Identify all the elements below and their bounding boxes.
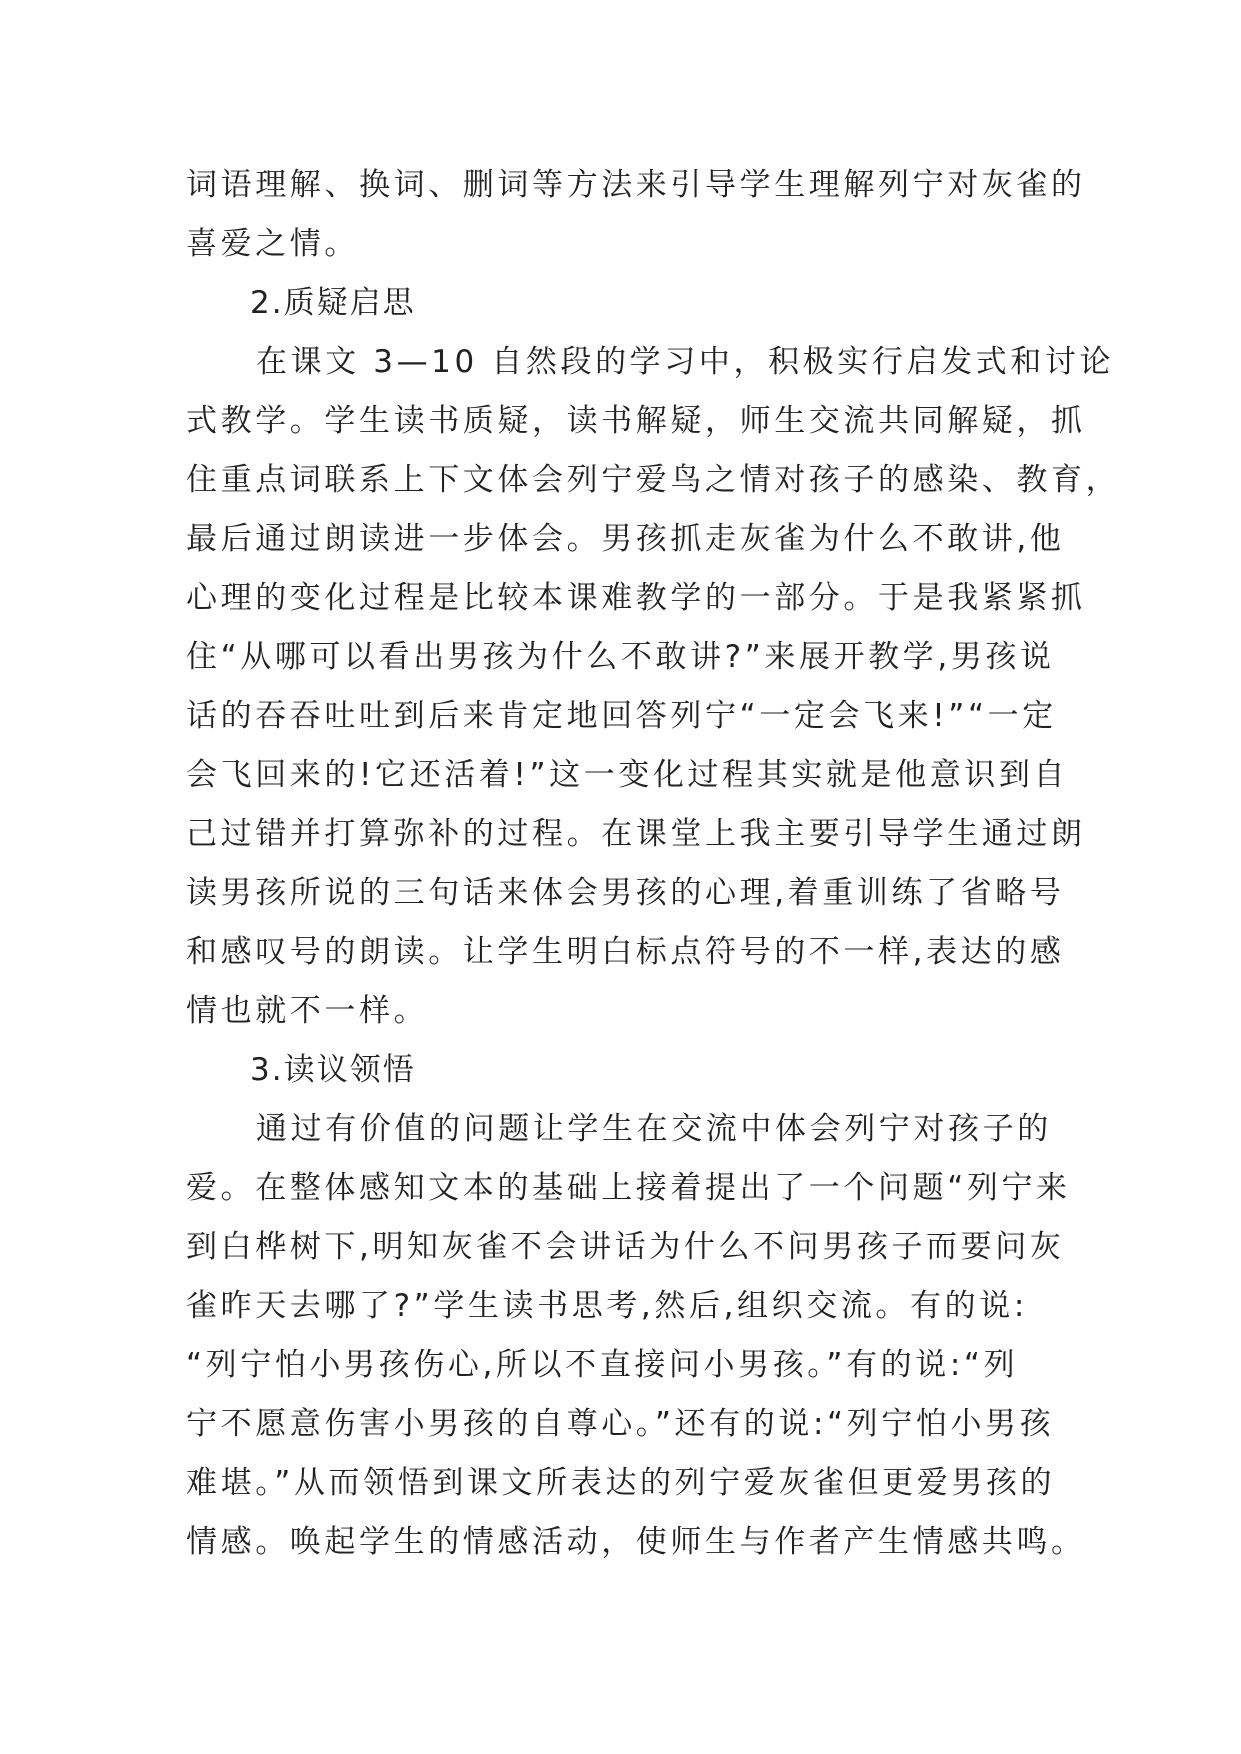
- section-heading: 2.质疑启思: [250, 285, 416, 321]
- text-line: 住“从哪可以看出男孩为什么不敢讲?”来展开教学,男孩说: [186, 639, 1055, 675]
- text-line: 难堪。”从而领悟到课文所表达的列宁爱灰雀但更爱男孩的: [186, 1465, 1056, 1501]
- text-line: “列宁怕小男孩伤心,所以不直接问小男孩。”有的说:“列: [186, 1347, 1019, 1383]
- text-line: 情感。唤起学生的情感活动，使师生与作者产生情感共鸣。: [186, 1524, 1086, 1560]
- text-line: 和感叹号的朗读。让学生明白标点符号的不一样,表达的感: [186, 934, 1065, 970]
- section-heading: 3.读议领悟: [250, 1052, 416, 1088]
- text-line: 词语理解、换词、删词等方法来引导学生理解列宁对灰雀的: [186, 167, 1086, 203]
- text-line: 通过有价值的问题让学生在交流中体会列宁对孩子的: [256, 1111, 1052, 1147]
- text-line: 宁不愿意伤害小男孩的自尊心。”还有的说:“列宁怕小男孩: [186, 1406, 1055, 1442]
- text-line: 爱。在整体感知文本的基础上接着提出了一个问题“列宁来: [186, 1170, 1071, 1206]
- text-line: 话的吞吞吐吐到后来肯定地回答列宁“一定会飞来!”“一定: [186, 698, 1057, 734]
- text-line: 读男孩所说的三句话来体会男孩的心理,着重训练了省略号: [186, 875, 1065, 911]
- text-line: 己过错并打算弥补的过程。在课堂上我主要引导学生通过朗: [186, 816, 1086, 852]
- text-line: 住重点词联系上下文体会列宁爱鸟之情对孩子的感染、教育，: [186, 462, 1121, 498]
- text-line: 最后通过朗读进一步体会。男孩抓走灰雀为什么不敢讲,他: [186, 521, 1065, 557]
- text-line: 情也就不一样。: [186, 993, 429, 1029]
- text-line: 喜爱之情。: [186, 226, 359, 262]
- text-line: 式教学。学生读书质疑，读书解疑，师生交流共同解疑，抓: [186, 403, 1086, 439]
- text-line: 会飞回来的!它还活着!”这一变化过程其实就是他意识到自: [186, 757, 1069, 793]
- text-line: 心理的变化过程是比较本课难教学的一部分。于是我紧紧抓: [186, 580, 1086, 616]
- text-line: 雀昨天去哪了?”学生读书思考,然后,组织交流。有的说:: [186, 1288, 1028, 1324]
- text-line: 到白桦树下,明知灰雀不会讲话为什么不问男孩子而要问灰: [186, 1229, 1065, 1265]
- text-line: 在课文 3—10 自然段的学习中，积极实行启发式和讨论: [256, 344, 1115, 380]
